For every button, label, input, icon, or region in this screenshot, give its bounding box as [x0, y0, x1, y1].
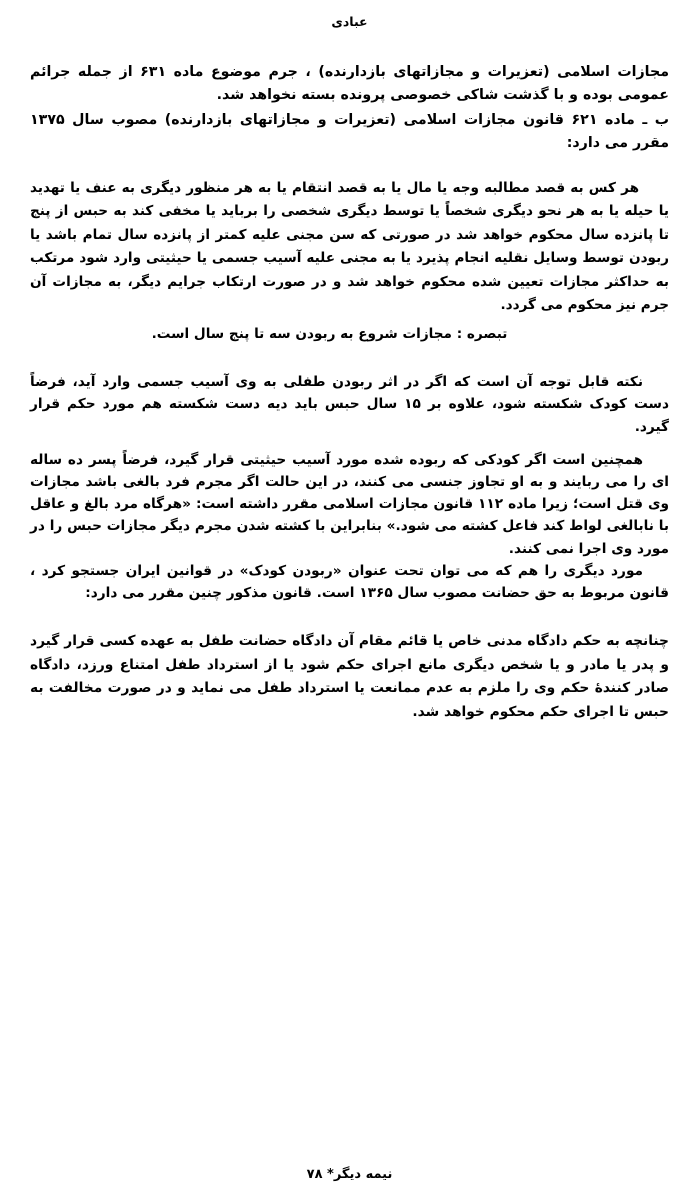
- paragraph-1: مجازات اسلامی (تعزیرات و مجازاتهای بازدارنده) ، جرم موضوع ماده ۶۳۱ از جمله جرائم عمومی بوده و با گذشت شاکی خصوصی پرونده بسته نخواهد شد.: [30, 64, 669, 103]
- quote-text-1: هر کس به قصد مطالبه وجه یا مال یا به قصد انتقام یا به هر منظور دیگری به عنف یا تهدید یا حیله یا به هر نحو دیگری شخصاً یا توسط دیگری شخصی را برباید یا مخفی کند به حبس از پنج تا پانزده سال محکوم خواهد شد در صورتی که سن مجنی علیه کمتر از پانزده سال تمام باشد یا ربودن توسط وسایل نقلیه انجام پذیرد یا به مجنی علیه آسیب جسمی یا حیثیتی وارد شود مرتکب به حداکثر مجازات تعیین شده محکوم خواهد شد و در صورت ارتکاب جرایم دیگر، به مجازات آن جرم نیز محکوم می گردد.: [30, 180, 669, 313]
- paragraph-2-article-621: ب ـ ماده ۶۲۱ قانون مجازات اسلامی (تعزیرات و مجازاتهای بازدارنده) مصوب سال ۱۳۷۵ مقرر می دارد:: [30, 112, 669, 151]
- paragraph-4: همچنین است اگر کودکی که ربوده شده مورد آسیب حیثیتی قرار گیرد، فرضاً پسر ده ساله ای را می ربایند و به او تجاوز جنسی می کنند، در این حالت اگر مجرم فرد بالغی باشد مجازات وی قتل است؛ زیرا ماده ۱۱۲ قانون مجازات اسلامی مقرر داشته است: «هرگاه مرد بالغ و عاقل با نابالغی لواط کند فاعل کشته می شود.» بنابراین با کشته شدن مجرم دیگر مجازات حبس را در مورد وی اجرا نمی کنند.: [30, 451, 669, 557]
- commentary-block-1: [30, 371, 669, 439]
- document-body: [30, 61, 669, 724]
- page-footer: نیمه دیگر* ۷۸: [306, 1167, 393, 1182]
- commentary-block-2: [30, 449, 669, 604]
- paragraph-5: مورد دیگری را هم که می توان تحت عنوان «ربودن کودک» در قوانین ایران جستجو کرد ، قانون مربوط به حق حضانت مصوب سال ۱۳۶۵ است. قانون مذکور چنین مقرر می دارد:: [30, 562, 669, 601]
- quote-article-621: [30, 177, 669, 347]
- note-tabsareh: تبصره : مجازات شروع به ربودن سه تا پنج سال است.: [151, 326, 508, 343]
- paragraph-3: نکته قابل توجه آن است که اگر در اثر ربودن طفلی به وی آسیب جسمی وارد آید، فرضاً دست کودک شکسته شود، علاوه بر ۱۵ سال حبس باید دیه دست شکسته هم مورد حکم قرار گیرد.: [30, 373, 669, 436]
- page-header: عبادی: [331, 14, 368, 29]
- quote-text-2: چنانچه به حکم دادگاه مدنی خاص یا قائم مقام آن دادگاه حضانت طفل به عهده کسی قرار گیرد و پدر یا مادر و یا شخص دیگری مانع اجرای حکم شود یا از استرداد طفل امتناع ورزد، دادگاه صادر کنندۀ حکم وی را ملزم به عدم ممانعت یا استرداد طفل می نماید و در صورت مخالفت به حبس تا اجرای حکم محکوم خواهد شد.: [30, 633, 669, 720]
- quote-custody-law: [30, 630, 669, 724]
